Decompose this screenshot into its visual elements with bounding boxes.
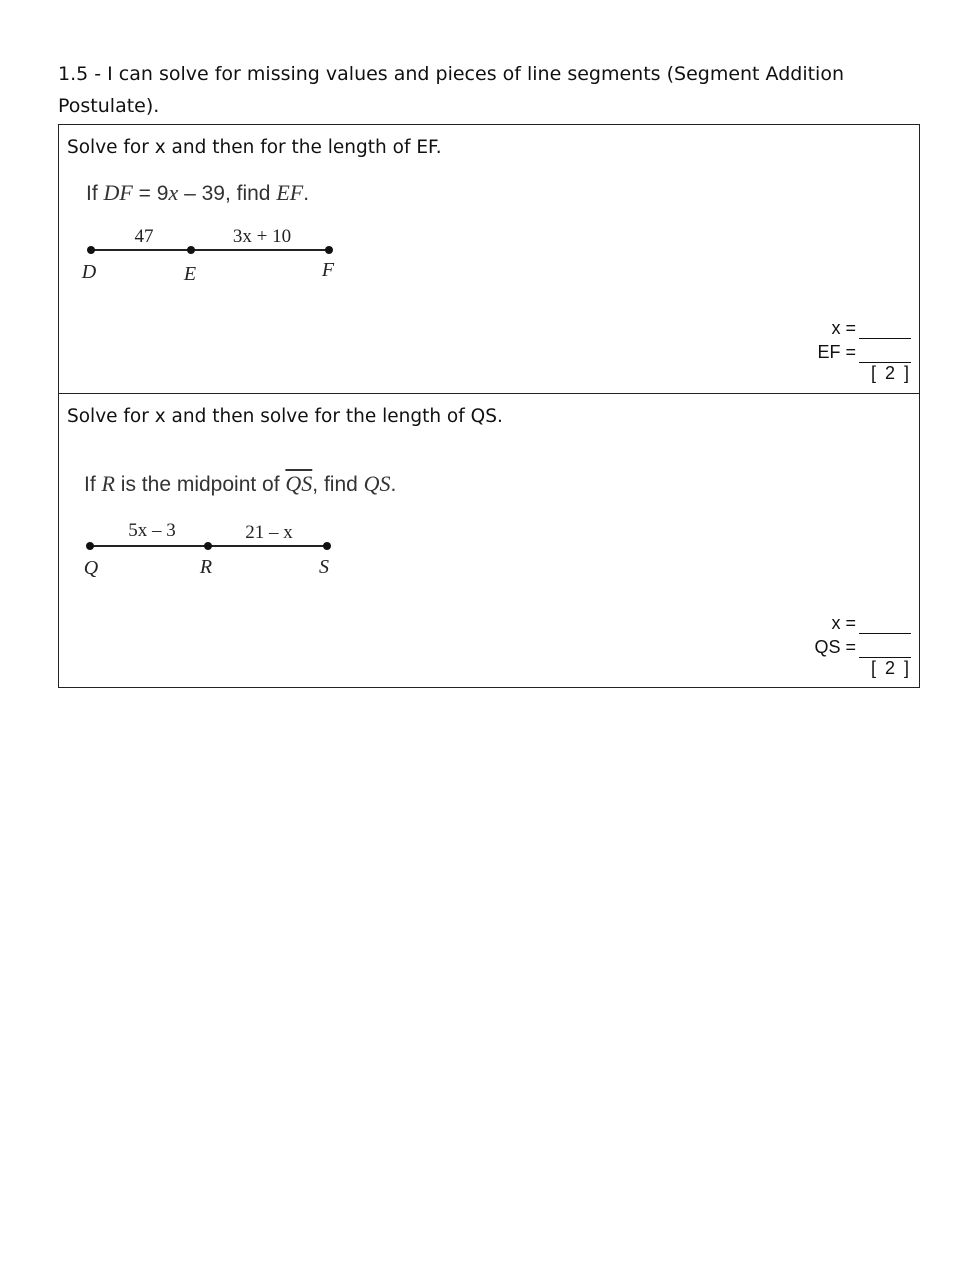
answer-label: x = <box>831 318 856 338</box>
segment-diagram <box>74 220 374 290</box>
answer-blank[interactable] <box>859 344 911 363</box>
segment-label: 47 <box>134 226 154 247</box>
answer-blank[interactable] <box>859 320 911 339</box>
problem-statement: If R is the midpoint of $\overline{QS}$, find QS. <box>84 471 397 496</box>
point-label: D <box>81 261 97 283</box>
answer-label: QS = <box>814 637 856 657</box>
problem-prompt: Solve for x and then for the length of EF. <box>67 137 442 158</box>
answer-label: x = <box>831 613 856 633</box>
score-label: [ 2 ] <box>870 363 911 383</box>
segment-label: 21 – x <box>245 522 293 543</box>
answer-label: EF = <box>817 342 856 362</box>
answer-blank[interactable] <box>859 639 911 658</box>
page-heading: 1.5 - I can solve for missing values and pieces of line segments (Segment Addition Postulate). <box>58 63 845 117</box>
problem-box-1 <box>58 124 920 394</box>
point-label: Q <box>83 557 99 579</box>
point-label: S <box>319 556 329 578</box>
answer-row-length <box>817 339 911 363</box>
point-marker <box>204 542 212 550</box>
problem-statement: If DF = 9x – 39, find EF. <box>86 180 310 205</box>
point-marker <box>87 246 95 254</box>
point-label: R <box>199 556 213 578</box>
segment-label: 3x + 10 <box>232 226 292 247</box>
point-label: F <box>321 259 335 281</box>
segment-diagram <box>74 516 374 586</box>
point-marker <box>187 246 195 254</box>
score-label: [ 2 ] <box>870 658 911 678</box>
problem-prompt: Solve for x and then solve for the length of QS. <box>67 406 503 427</box>
segment-label: 5x – 3 <box>128 520 176 541</box>
answer-row-x <box>814 610 911 634</box>
answer-row-length <box>814 634 911 658</box>
answer-blank[interactable] <box>859 615 911 634</box>
answer-row-x <box>817 315 911 339</box>
point-marker <box>86 542 94 550</box>
point-marker <box>323 542 331 550</box>
point-label: E <box>183 263 197 285</box>
answer-area <box>817 315 911 387</box>
point-marker <box>325 246 333 254</box>
answer-area <box>814 610 911 682</box>
problem-box-2 <box>58 393 920 688</box>
